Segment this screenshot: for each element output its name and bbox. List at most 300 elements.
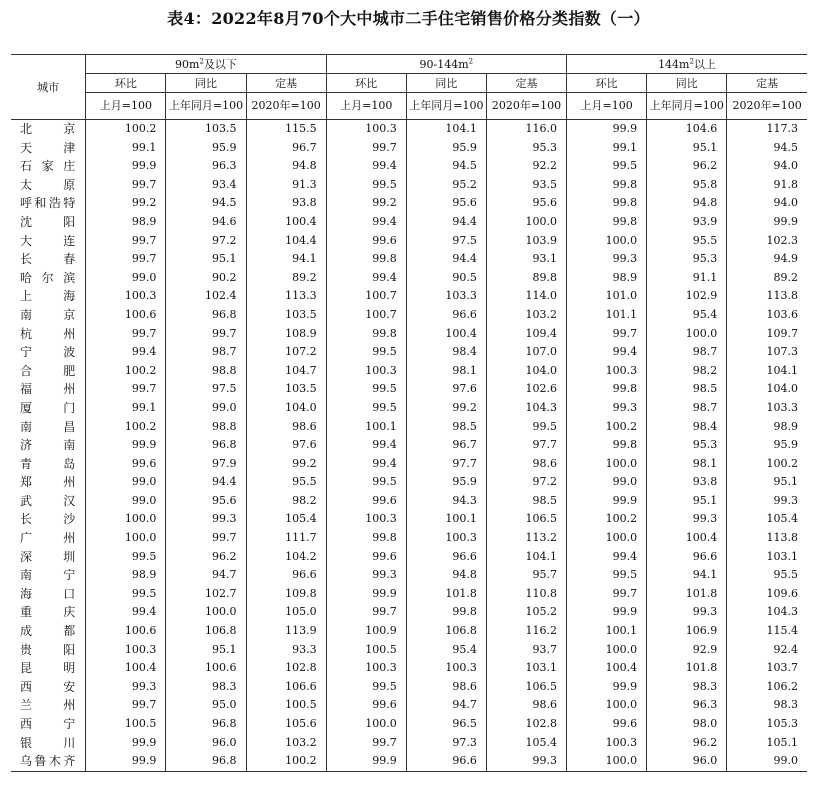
index-value: 104.0 <box>246 399 326 418</box>
index-value: 94.5 <box>406 157 486 176</box>
table-row <box>11 641 807 660</box>
index-value: 100.1 <box>406 510 486 529</box>
table-row <box>11 399 807 418</box>
index-value: 93.4 <box>166 176 246 195</box>
index-value: 99.5 <box>326 399 406 418</box>
table-body <box>11 120 807 772</box>
index-value: 109.4 <box>486 325 566 344</box>
index-value: 99.2 <box>246 455 326 474</box>
index-value: 95.3 <box>647 250 727 269</box>
index-value: 100.1 <box>567 622 647 641</box>
index-value: 94.6 <box>166 213 246 232</box>
index-value: 100.0 <box>647 325 727 344</box>
index-value: 98.4 <box>406 343 486 362</box>
table-row <box>11 715 807 734</box>
index-value: 101.8 <box>406 585 486 604</box>
base-last-year: 上年同月=100 <box>406 93 486 120</box>
city-name: 大连 <box>20 233 76 248</box>
index-value: 100.2 <box>567 510 647 529</box>
index-value: 102.8 <box>246 659 326 678</box>
index-value: 99.7 <box>86 250 166 269</box>
index-value: 103.5 <box>246 306 326 325</box>
index-value: 92.2 <box>486 157 566 176</box>
index-value: 92.4 <box>727 641 807 660</box>
index-value: 102.4 <box>166 287 246 306</box>
index-value: 116.0 <box>486 120 566 139</box>
index-value: 96.7 <box>406 436 486 455</box>
table-row <box>11 380 807 399</box>
index-value: 96.3 <box>166 157 246 176</box>
index-value: 99.7 <box>166 325 246 344</box>
index-value: 98.1 <box>406 362 486 381</box>
index-value: 104.3 <box>486 399 566 418</box>
index-value: 100.3 <box>406 659 486 678</box>
index-value: 93.8 <box>246 194 326 213</box>
index-value: 102.9 <box>647 287 727 306</box>
index-value: 102.8 <box>486 715 566 734</box>
index-value: 99.9 <box>86 436 166 455</box>
index-value: 100.3 <box>326 120 406 139</box>
index-value: 100.2 <box>86 418 166 437</box>
index-value: 99.5 <box>326 176 406 195</box>
table-row <box>11 529 807 548</box>
index-value: 100.5 <box>246 696 326 715</box>
index-value: 100.0 <box>567 696 647 715</box>
index-value: 100.0 <box>166 603 246 622</box>
table-row <box>11 250 807 269</box>
index-value: 115.4 <box>727 622 807 641</box>
index-value: 100.3 <box>86 287 166 306</box>
index-value: 95.9 <box>406 139 486 158</box>
index-value: 96.7 <box>246 139 326 158</box>
index-value: 100.6 <box>86 306 166 325</box>
index-value: 100.2 <box>246 752 326 771</box>
index-value: 94.8 <box>647 194 727 213</box>
index-value: 109.7 <box>727 325 807 344</box>
index-value: 98.1 <box>647 455 727 474</box>
subheader-yoy: 同比 <box>406 74 486 93</box>
table-row <box>11 548 807 567</box>
index-value: 97.5 <box>406 232 486 251</box>
index-value: 96.8 <box>166 436 246 455</box>
city-name: 沈阳 <box>20 214 76 229</box>
index-value: 103.7 <box>727 659 807 678</box>
index-value: 95.1 <box>647 492 727 511</box>
index-value: 99.3 <box>567 399 647 418</box>
table-row <box>11 157 807 176</box>
index-value: 99.4 <box>567 343 647 362</box>
index-value: 96.8 <box>166 715 246 734</box>
index-value: 99.0 <box>86 269 166 288</box>
index-value: 103.2 <box>486 306 566 325</box>
index-value: 98.9 <box>86 566 166 585</box>
index-value: 93.7 <box>486 641 566 660</box>
index-value: 94.9 <box>727 250 807 269</box>
index-value: 100.5 <box>326 641 406 660</box>
index-value: 95.3 <box>647 436 727 455</box>
index-value: 97.7 <box>486 436 566 455</box>
index-value: 95.5 <box>647 232 727 251</box>
table-row <box>11 659 807 678</box>
index-value: 93.5 <box>486 176 566 195</box>
index-value: 99.3 <box>647 603 727 622</box>
city-name: 西安 <box>20 679 76 694</box>
index-value: 100.9 <box>326 622 406 641</box>
index-value: 100.6 <box>86 622 166 641</box>
index-value: 100.3 <box>567 362 647 381</box>
index-value: 99.3 <box>567 250 647 269</box>
subheader-fixed: 定基 <box>727 74 807 93</box>
index-value: 97.7 <box>406 455 486 474</box>
index-value: 99.5 <box>486 418 566 437</box>
index-value: 104.6 <box>647 120 727 139</box>
index-value: 105.0 <box>246 603 326 622</box>
index-value: 96.2 <box>647 157 727 176</box>
index-value: 95.2 <box>406 176 486 195</box>
city-name: 石家庄 <box>20 159 76 174</box>
subheader-fixed: 定基 <box>486 74 566 93</box>
index-value: 95.6 <box>406 194 486 213</box>
index-value: 109.8 <box>246 585 326 604</box>
index-value: 105.6 <box>246 715 326 734</box>
index-value: 98.2 <box>246 492 326 511</box>
index-value: 99.0 <box>567 473 647 492</box>
index-value: 99.7 <box>86 232 166 251</box>
group-header-medium: $90-144m^2$ <box>326 55 566 74</box>
index-value: 100.0 <box>567 232 647 251</box>
base-2020: 2020年=100 <box>246 93 326 120</box>
index-value: 99.7 <box>326 139 406 158</box>
index-value: 104.4 <box>246 232 326 251</box>
index-value: 98.5 <box>486 492 566 511</box>
index-value: 98.9 <box>567 269 647 288</box>
index-value: 96.0 <box>647 752 727 771</box>
city-name: 银川 <box>20 735 76 750</box>
index-value: 105.3 <box>727 715 807 734</box>
index-value: 105.4 <box>246 510 326 529</box>
city-name: 福州 <box>20 382 76 397</box>
index-value: 106.6 <box>246 678 326 697</box>
index-value: 98.5 <box>647 380 727 399</box>
index-value: 94.5 <box>727 139 807 158</box>
index-value: 99.9 <box>86 734 166 753</box>
table-row <box>11 734 807 753</box>
index-value: 99.9 <box>326 585 406 604</box>
city-name: 长沙 <box>20 512 76 527</box>
index-value: 93.9 <box>647 213 727 232</box>
index-value: 103.3 <box>406 287 486 306</box>
index-value: 90.5 <box>406 269 486 288</box>
index-value: 103.1 <box>486 659 566 678</box>
city-name: 呼和浩特 <box>20 196 76 211</box>
index-value: 96.6 <box>406 306 486 325</box>
index-value: 107.2 <box>246 343 326 362</box>
index-value: 99.8 <box>567 194 647 213</box>
index-value: 93.8 <box>647 473 727 492</box>
index-value: 99.9 <box>86 157 166 176</box>
index-value: 99.8 <box>567 436 647 455</box>
index-value: 105.4 <box>486 734 566 753</box>
table-row <box>11 585 807 604</box>
index-value: 100.3 <box>326 659 406 678</box>
index-value: 100.4 <box>86 659 166 678</box>
index-value: 99.9 <box>326 752 406 771</box>
index-value: 99.4 <box>326 213 406 232</box>
index-value: 113.8 <box>727 287 807 306</box>
index-value: 96.6 <box>406 548 486 567</box>
index-value: 100.4 <box>246 213 326 232</box>
index-value: 93.3 <box>246 641 326 660</box>
index-value: 99.3 <box>166 510 246 529</box>
table-row <box>11 492 807 511</box>
table-row <box>11 455 807 474</box>
index-value: 100.4 <box>567 659 647 678</box>
table-row <box>11 325 807 344</box>
index-value: 99.8 <box>406 603 486 622</box>
index-value: 105.2 <box>486 603 566 622</box>
index-value: 94.4 <box>406 250 486 269</box>
index-value: 99.3 <box>647 510 727 529</box>
index-value: 106.5 <box>486 678 566 697</box>
index-value: 100.3 <box>326 510 406 529</box>
base-2020: 2020年=100 <box>727 93 807 120</box>
index-value: 95.5 <box>246 473 326 492</box>
index-value: 97.2 <box>486 473 566 492</box>
index-value: 100.7 <box>326 287 406 306</box>
index-value: 99.5 <box>326 380 406 399</box>
index-value: 94.8 <box>406 566 486 585</box>
index-value: 93.1 <box>486 250 566 269</box>
index-value: 97.6 <box>406 380 486 399</box>
index-value: 91.1 <box>647 269 727 288</box>
index-value: 107.0 <box>486 343 566 362</box>
index-value: 98.9 <box>86 213 166 232</box>
index-value: 107.3 <box>727 343 807 362</box>
index-value: 104.0 <box>727 380 807 399</box>
index-value: 104.1 <box>727 362 807 381</box>
index-value: 109.6 <box>727 585 807 604</box>
index-value: 100.5 <box>86 715 166 734</box>
index-value: 98.3 <box>166 678 246 697</box>
index-value: 102.7 <box>166 585 246 604</box>
index-value: 99.5 <box>86 548 166 567</box>
index-value: 99.8 <box>326 250 406 269</box>
index-value: 95.9 <box>406 473 486 492</box>
subheader-mom: 环比 <box>326 74 406 93</box>
index-value: 89.2 <box>727 269 807 288</box>
index-value: 98.5 <box>406 418 486 437</box>
index-value: 105.4 <box>727 510 807 529</box>
index-value: 100.0 <box>326 715 406 734</box>
index-value: 103.1 <box>727 548 807 567</box>
index-value: 103.3 <box>727 399 807 418</box>
base-last-year: 上年同月=100 <box>166 93 246 120</box>
index-value: 90.2 <box>166 269 246 288</box>
index-value: 99.3 <box>326 566 406 585</box>
base-last-month: 上月=100 <box>326 93 406 120</box>
index-value: 98.8 <box>166 362 246 381</box>
index-value: 99.2 <box>326 194 406 213</box>
index-value: 99.4 <box>86 603 166 622</box>
index-value: 99.5 <box>326 678 406 697</box>
city-name: 天津 <box>20 140 76 155</box>
index-value: 99.5 <box>567 157 647 176</box>
index-value: 100.4 <box>406 325 486 344</box>
index-value: 106.8 <box>406 622 486 641</box>
index-value: 96.8 <box>166 752 246 771</box>
index-value: 99.9 <box>567 120 647 139</box>
index-value: 95.8 <box>647 176 727 195</box>
index-value: 98.3 <box>647 678 727 697</box>
index-value: 97.5 <box>166 380 246 399</box>
index-value: 94.0 <box>727 194 807 213</box>
index-value: 100.2 <box>86 362 166 381</box>
index-value: 97.3 <box>406 734 486 753</box>
index-value: 99.6 <box>326 492 406 511</box>
base-last-month: 上月=100 <box>86 93 166 120</box>
index-value: 101.8 <box>647 659 727 678</box>
index-value: 95.1 <box>166 250 246 269</box>
table-row <box>11 213 807 232</box>
index-value: 99.2 <box>406 399 486 418</box>
index-value: 100.6 <box>166 659 246 678</box>
index-value: 95.7 <box>486 566 566 585</box>
index-value: 99.6 <box>326 696 406 715</box>
index-value: 95.1 <box>166 641 246 660</box>
table-row <box>11 287 807 306</box>
index-value: 94.1 <box>246 250 326 269</box>
index-value: 96.3 <box>647 696 727 715</box>
index-value: 99.7 <box>86 176 166 195</box>
index-value: 99.3 <box>486 752 566 771</box>
index-value: 99.8 <box>567 176 647 195</box>
table-row <box>11 343 807 362</box>
index-value: 103.5 <box>166 120 246 139</box>
index-value: 94.8 <box>246 157 326 176</box>
index-value: 100.0 <box>86 510 166 529</box>
table-row <box>11 436 807 455</box>
city-name: 哈尔滨 <box>20 270 76 285</box>
index-value: 99.3 <box>86 678 166 697</box>
index-value: 111.7 <box>246 529 326 548</box>
index-value: 96.0 <box>166 734 246 753</box>
index-value: 100.7 <box>326 306 406 325</box>
city-name: 合肥 <box>20 363 76 378</box>
index-value: 100.0 <box>567 455 647 474</box>
table-row <box>11 418 807 437</box>
group-header-large: $144m^2$以上 <box>567 55 807 74</box>
index-value: 104.3 <box>727 603 807 622</box>
index-value: 102.6 <box>486 380 566 399</box>
index-value: 99.0 <box>166 399 246 418</box>
index-value: 98.0 <box>647 715 727 734</box>
index-value: 99.1 <box>86 139 166 158</box>
table-row <box>11 566 807 585</box>
table-title: 表4：2022年8月70个大中城市二手住宅销售价格分类指数（一） <box>167 9 650 28</box>
city-name: 昆明 <box>20 661 76 676</box>
index-value: 99.0 <box>86 473 166 492</box>
index-value: 101.1 <box>567 306 647 325</box>
index-value: 95.6 <box>166 492 246 511</box>
index-value: 98.6 <box>406 678 486 697</box>
index-value: 99.4 <box>326 436 406 455</box>
city-name: 北京 <box>20 122 76 136</box>
index-value: 104.2 <box>246 548 326 567</box>
index-value: 95.1 <box>727 473 807 492</box>
city-name: 济南 <box>20 438 76 453</box>
price-index-table <box>11 54 807 772</box>
index-value: 117.3 <box>727 120 807 139</box>
table-row <box>11 269 807 288</box>
index-value: 99.9 <box>86 752 166 771</box>
index-value: 97.6 <box>246 436 326 455</box>
index-value: 94.7 <box>166 566 246 585</box>
index-value: 98.7 <box>647 399 727 418</box>
index-value: 100.2 <box>86 120 166 139</box>
group-header-small: $90m^2$及以下 <box>86 55 326 74</box>
index-value: 99.7 <box>567 325 647 344</box>
index-value: 103.9 <box>486 232 566 251</box>
table-row <box>11 473 807 492</box>
index-value: 95.9 <box>166 139 246 158</box>
index-value: 99.8 <box>326 529 406 548</box>
city-name: 上海 <box>20 289 76 304</box>
index-value: 99.9 <box>727 213 807 232</box>
index-value: 98.4 <box>647 418 727 437</box>
index-value: 96.5 <box>406 715 486 734</box>
index-value: 96.2 <box>647 734 727 753</box>
index-value: 99.6 <box>326 232 406 251</box>
index-value: 100.0 <box>486 213 566 232</box>
index-value: 99.5 <box>326 343 406 362</box>
city-name: 成都 <box>20 624 76 639</box>
index-value: 99.7 <box>326 603 406 622</box>
index-value: 99.9 <box>567 492 647 511</box>
index-value: 99.7 <box>326 734 406 753</box>
index-value: 103.5 <box>246 380 326 399</box>
index-value: 98.7 <box>166 343 246 362</box>
index-value: 103.2 <box>246 734 326 753</box>
city-name: 重庆 <box>20 605 76 620</box>
index-value: 96.6 <box>246 566 326 585</box>
city-name: 贵阳 <box>20 642 76 657</box>
table-row <box>11 678 807 697</box>
city-name: 南宁 <box>20 568 76 583</box>
index-value: 99.3 <box>727 492 807 511</box>
city-name: 郑州 <box>20 475 76 490</box>
index-value: 113.8 <box>727 529 807 548</box>
index-value: 95.4 <box>406 641 486 660</box>
index-value: 99.5 <box>86 585 166 604</box>
city-name: 南京 <box>20 307 76 322</box>
base-2020: 2020年=100 <box>486 93 566 120</box>
table-row <box>11 176 807 195</box>
city-column-header: 城市 <box>11 55 86 120</box>
subheader-mom: 环比 <box>86 74 166 93</box>
city-name: 杭州 <box>20 326 76 341</box>
index-value: 99.7 <box>166 529 246 548</box>
table-row <box>11 194 807 213</box>
index-value: 99.0 <box>86 492 166 511</box>
index-value: 113.2 <box>486 529 566 548</box>
index-value: 100.0 <box>567 641 647 660</box>
index-value: 99.6 <box>326 548 406 567</box>
index-value: 99.7 <box>86 380 166 399</box>
index-value: 105.1 <box>727 734 807 753</box>
city-name: 兰州 <box>20 698 76 713</box>
index-value: 97.9 <box>166 455 246 474</box>
index-value: 91.8 <box>727 176 807 195</box>
